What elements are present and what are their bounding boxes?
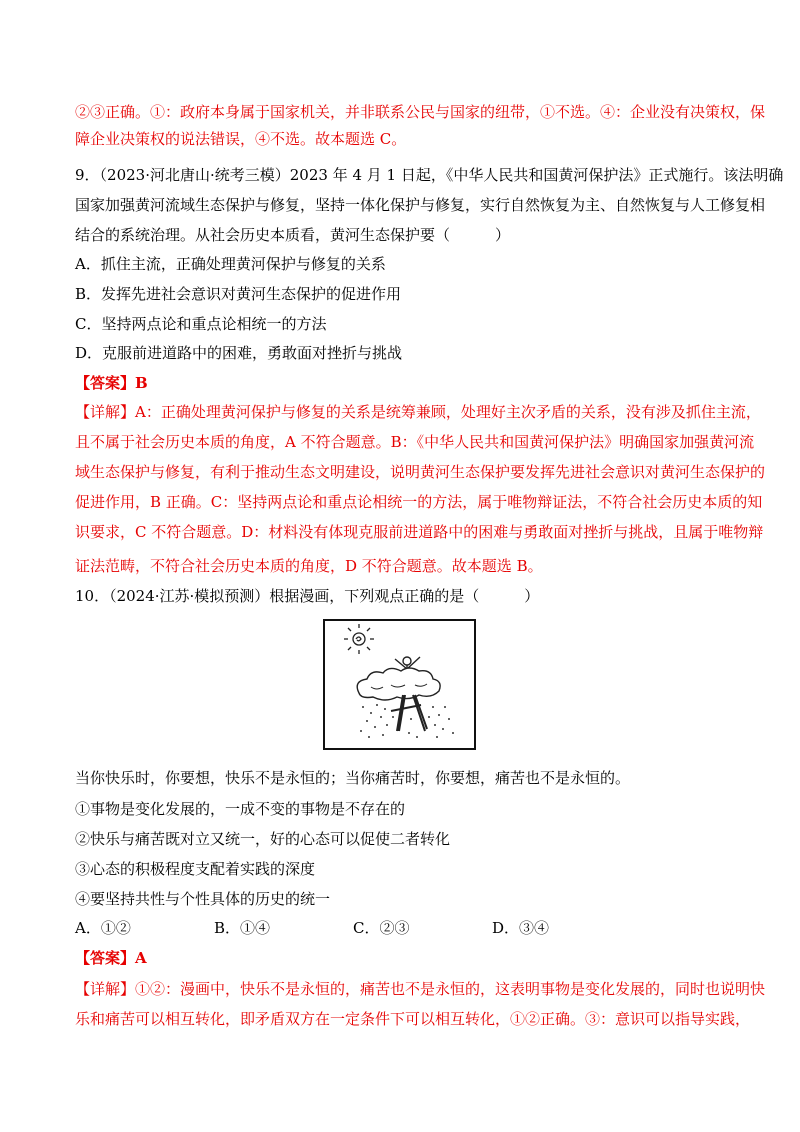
q10-option-a: A．①② xyxy=(75,919,131,937)
q9-explanation-line: 促进作用，B 正确。C：坚持两点论和重点论相统一的方法，属于唯物辩证法，不符合社会历史本质的知 xyxy=(75,493,763,511)
q10-statement-2: ②快乐与痛苦既对立又统一，好的心态可以促使二者转化 xyxy=(75,830,451,848)
cartoon-image xyxy=(323,619,476,750)
q10-caption: 当你快乐时，你要想，快乐不是永恒的；当你痛苦时，你要想，痛苦也不是永恒的。 xyxy=(75,769,631,787)
prev-explanation-line: ②③正确。①：政府本身属于国家机关，并非联系公民与国家的纽带，①不选。④：企业没有决策权，保 xyxy=(75,103,766,121)
q10-option-b: B．①④ xyxy=(214,919,271,937)
q9-option-a: A．抓住主流，正确处理黄河保护与修复的关系 xyxy=(75,255,386,273)
q10-explanation-line: 【详解】①②：漫画中，快乐不是永恒的，痛苦也不是永恒的，这表明事物是变化发展的，同时也说明快 xyxy=(75,980,766,998)
q9-option-d: D．克服前进道路中的困难，勇敢面对挫折与挑战 xyxy=(75,344,403,362)
q9-option-c: C．坚持两点论和重点论相统一的方法 xyxy=(75,315,327,333)
q9-explanation-line: 域生态保护与修复，有利于推动生态文明建设，说明黄河生态保护要发挥先进社会意识对黄河生态保护的 xyxy=(75,463,766,481)
q9-explanation-line: 识要求，C 不符合题意。D：材料没有体现克服前进道路中的困难与勇敢面对挫折与挑战，且属于唯物辩 xyxy=(75,523,764,541)
q10-stem-line: 10．（2024·江苏·模拟预测）根据漫画，下列观点正确的是（ ） xyxy=(75,587,540,605)
q9-stem-line: 国家加强黄河流域生态保护与修复，坚持一体化保护与修复，实行自然恢复为主、自然恢复与人工修复相 xyxy=(75,196,766,214)
q9-stem-line: 结合的系统治理。从社会历史本质看，黄河生态保护要（ ） xyxy=(75,226,511,244)
q9-option-b: B．发挥先进社会意识对黄河生态保护的促进作用 xyxy=(75,285,402,303)
q10-answer: 【答案】A xyxy=(75,949,147,967)
q10-explanation-line: 乐和痛苦可以相互转化，即矛盾双方在一定条件下可以相互转化，①②正确。③：意识可以指导实践， xyxy=(75,1010,751,1028)
q10-option-c: C．②③ xyxy=(353,919,410,937)
q9-explanation-line: 且不属于社会历史本质的角度，A 不符合题意。B：《中华人民共和国黄河保护法》明确国家加强黄河流 xyxy=(75,433,755,451)
prev-explanation-line: 障企业决策权的说法错误，④不选。故本题选 C。 xyxy=(75,130,407,148)
cartoon-sun-cloud-rain-icon xyxy=(325,621,474,748)
q10-options-row xyxy=(75,918,725,938)
q10-statement-3: ③心态的积极程度支配着实践的深度 xyxy=(75,860,316,878)
q10-statement-1: ①事物是变化发展的，一成不变的事物是不存在的 xyxy=(75,800,406,818)
q10-option-d: D．③④ xyxy=(492,919,550,937)
q10-statement-4: ④要坚持共性与个性具体的历史的统一 xyxy=(75,890,331,908)
q9-explanation-line: 证法范畴，不符合社会历史本质的角度，D 不符合题意。故本题选 B。 xyxy=(75,557,543,575)
q9-answer: 【答案】B xyxy=(75,374,148,392)
q9-explanation-line: 【详解】A：正确处理黄河保护与修复的关系是统筹兼顾，处理好主次矛盾的关系，没有涉及抓住主流， xyxy=(75,403,761,421)
q9-stem-line: 9．（2023·河北唐山·统考三模）2023 年 4 月 1 日起，《中华人民共和国黄河保护法》正式施行。该法明确 xyxy=(75,166,784,184)
